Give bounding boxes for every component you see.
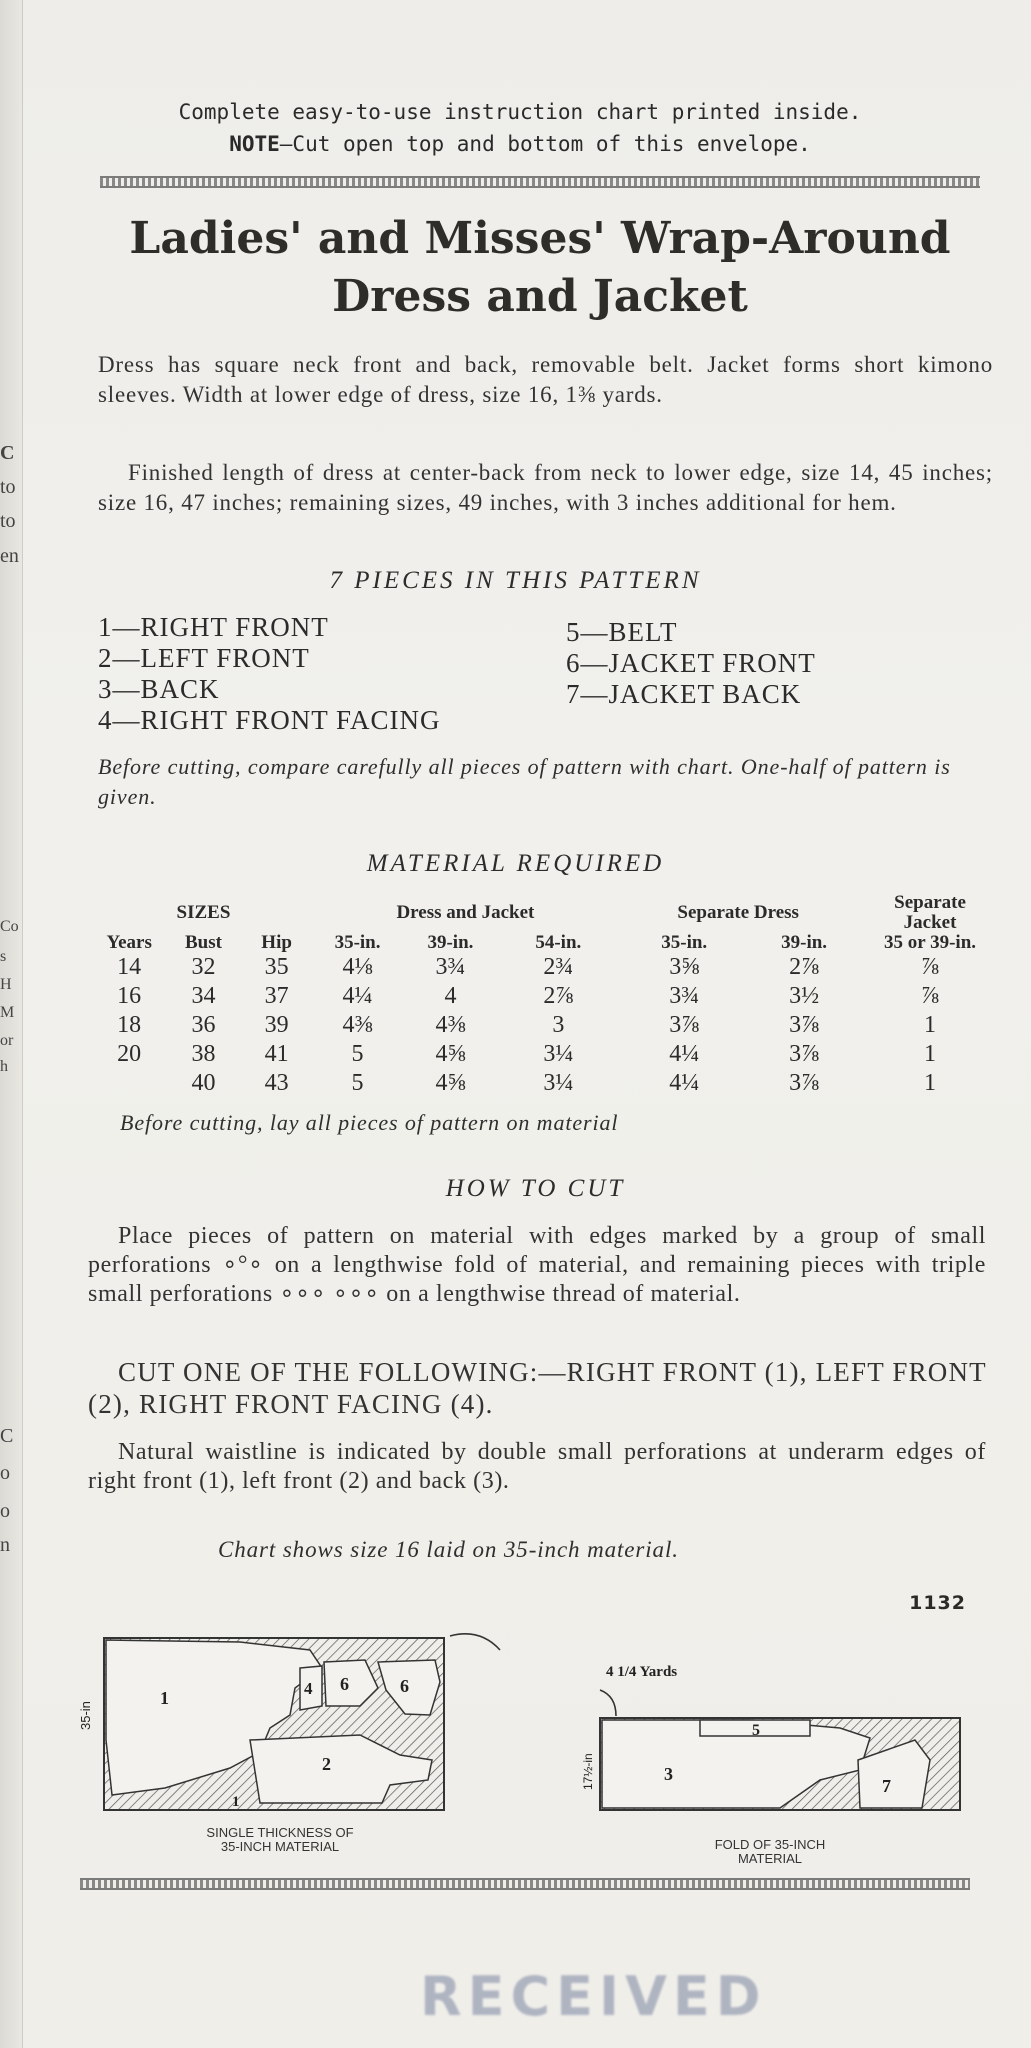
finished-length: Finished length of dress at center-back from neck to lower edge, size 14, 45 inches; size 16, 47 inches; remaining sizes, 49 inches, with 3 inches additional for hem. [98, 460, 993, 515]
description: Dress has square neck front and back, removable belt. Jacket forms short kimono sleeves. Width at lower edge of dress, size 16, 1⅜ yards. [98, 352, 993, 407]
caption-line: SINGLE THICKNESS OF [206, 1825, 354, 1840]
piece-label: 1 [160, 1688, 169, 1708]
caption-line: FOLD OF 35-INCH [714, 1837, 826, 1852]
how-to-cut-paragraph: Place pieces of pattern on material with edges marked by a group of small perforations ∘°∘ on a lengthwise fold of material, and remaining pieces with triple small perforations ∘∘∘ ∘∘∘ on a lengthwise thread of material. [88, 1223, 986, 1307]
table-row [92, 982, 1002, 1011]
fold-caption [690, 1838, 850, 1866]
adjacent-page-strip [0, 0, 23, 2048]
table-cell: 1 [924, 1041, 937, 1067]
width-label-35: 35-in [78, 1701, 93, 1730]
strip-fragment: Co [0, 918, 19, 935]
table-cell: 32 [191, 954, 216, 980]
group-header-dress-jacket: Dress and Jacket [396, 902, 535, 923]
note-bold: NOTE [229, 132, 280, 156]
pieces-list-left [98, 612, 441, 736]
table-cell: 4⅛ [342, 954, 373, 980]
table-cell: 39 [264, 1012, 289, 1038]
table-cell: 3⅞ [789, 1041, 820, 1067]
table-cell: 36 [191, 1012, 216, 1038]
piece-item: 5—BELT [566, 617, 678, 647]
table-cell: 16 [117, 983, 142, 1009]
table-cell: ⅞ [921, 954, 940, 980]
cut-one-paragraph: CUT ONE OF THE FOLLOWING:—RIGHT FRONT (1), LEFT FRONT (2), RIGHT FRONT FACING (4). [88, 1357, 987, 1419]
table-cell: 41 [264, 1041, 289, 1067]
table-cell: 43 [264, 1070, 289, 1096]
strip-fragment: H [0, 976, 12, 993]
table-cell: 2¾ [543, 954, 574, 980]
arrow-left [450, 1634, 500, 1650]
waistline-paragraph: Natural waistline is indicated by double small perforations at underarm edges of right front (1), left front (2) and back (3). [88, 1439, 986, 1494]
table-cell: 4¼ [669, 1041, 700, 1067]
table-body [92, 953, 1002, 1098]
table-cell: 35 [264, 954, 289, 980]
piece-label: 6 [340, 1674, 349, 1694]
piece-label: 1 [232, 1794, 240, 1810]
caption-line: MATERIAL [737, 1851, 803, 1866]
strip-fragment: s [0, 948, 7, 965]
table-cell: 20 [117, 1041, 142, 1067]
how-to-cut-heading: HOW TO CUT [445, 1175, 626, 1202]
piece-item: 6—JACKET FRONT [566, 648, 816, 678]
separate-jacket-line-2: Jacket [903, 912, 957, 933]
piece-item: 2—LEFT FRONT [98, 643, 310, 673]
table-group-header-row [92, 893, 1002, 933]
group-header-separate-dress: Separate Dress [677, 902, 799, 923]
table-cell: 3⅞ [669, 1012, 700, 1038]
table-cell: 3½ [789, 983, 820, 1009]
strip-fragment: h [0, 1058, 8, 1075]
pattern-number: 1132 [909, 1592, 966, 1614]
envelope-note [70, 96, 970, 160]
faded-stamp: RECEIVED [420, 1965, 767, 2028]
table-cell: 3⅞ [789, 1070, 820, 1096]
table-row [92, 1069, 1002, 1098]
column-header: Hip [261, 932, 292, 953]
strip-fragment: C [0, 1425, 14, 1447]
table-cell: 40 [191, 1070, 216, 1096]
table-cell: 1 [924, 1012, 937, 1038]
piece-label: 4 [304, 1679, 313, 1698]
table-cell: 3 [552, 1012, 565, 1038]
bottom-divider [80, 1878, 970, 1890]
single-thickness-caption [200, 1826, 360, 1854]
cutting-layout-diagram [60, 1620, 990, 1880]
title-line-1: Ladies' and Misses' Wrap-Around [129, 213, 951, 264]
note-rest: —Cut open top and bottom of this envelope. [279, 132, 811, 156]
pieces-heading: 7 PIECES IN THIS PATTERN [329, 567, 702, 594]
table-cell: 5 [351, 1041, 364, 1067]
table-cell: 3⅞ [789, 1012, 820, 1038]
table-cell: 3¾ [669, 983, 700, 1009]
material-table [92, 893, 1002, 1098]
column-header: 39-in. [781, 932, 828, 953]
note-line-2 [70, 128, 970, 160]
table-cell: 4 [444, 983, 457, 1009]
chart-note: Chart shows size 16 laid on 35-inch material. [218, 1537, 679, 1562]
yards-label: 4 1/4 Yards [606, 1664, 678, 1680]
column-header: 39-in. [427, 932, 474, 953]
table-cell: 1 [924, 1070, 937, 1096]
table-cell: 4⅜ [435, 1012, 466, 1038]
table-cell: 38 [191, 1041, 216, 1067]
compare-note: Before cutting, compare carefully all pieces of pattern with chart. One-half of pattern is given. [98, 754, 951, 809]
caption-line: 35-INCH MATERIAL [220, 1839, 340, 1854]
piece-item: 7—JACKET BACK [566, 679, 802, 709]
strip-fragment: n [0, 1534, 10, 1556]
table-column-header-row [92, 933, 1002, 953]
lay-note: Before cutting, lay all pieces of pattern on material [120, 1110, 619, 1135]
width-label-17: 17½-in [581, 1753, 595, 1790]
column-header: Bust [185, 932, 222, 953]
table-cell: ⅞ [921, 983, 940, 1009]
piece-label: 2 [322, 1754, 331, 1774]
table-cell: 4⅝ [435, 1041, 466, 1067]
table-cell: 5 [351, 1070, 364, 1096]
column-header: 54-in. [535, 932, 582, 953]
strip-fragment: to [0, 476, 16, 498]
strip-fragment: M [0, 1004, 15, 1021]
table-cell: 37 [264, 983, 289, 1009]
arrow-right [600, 1690, 616, 1716]
table-cell: 3¼ [543, 1070, 574, 1096]
group-header-separate-jacket [858, 893, 1002, 933]
table-cell: 4¼ [342, 983, 373, 1009]
page-title [110, 210, 970, 326]
table-cell: 18 [117, 1012, 142, 1038]
group-header-sizes: SIZES [176, 902, 231, 923]
piece-label: 6 [400, 1676, 409, 1696]
separate-jacket-line-1: Separate [894, 892, 966, 913]
title-line-2: Dress and Jacket [332, 271, 748, 322]
table-cell [92, 1069, 166, 1098]
piece-item: 3—BACK [98, 674, 220, 704]
piece-item: 4—RIGHT FRONT FACING [98, 705, 441, 735]
table-cell: 4⅝ [435, 1070, 466, 1096]
table-cell: 2⅞ [789, 954, 820, 980]
piece-label: 7 [882, 1776, 891, 1796]
top-divider [100, 176, 980, 188]
table-row [92, 1040, 1002, 1069]
strip-fragment: to [0, 510, 16, 532]
strip-fragment: o [0, 1500, 10, 1522]
piece-label: 5 [752, 1722, 760, 1739]
table-cell: 34 [191, 983, 216, 1009]
piece-label: 3 [664, 1764, 673, 1784]
pieces-list-right [566, 617, 816, 710]
table-cell: 4¼ [669, 1070, 700, 1096]
table-cell: 4⅜ [342, 1012, 373, 1038]
piece-item: 1—RIGHT FRONT [98, 612, 329, 642]
note-line-1: Complete easy-to-use instruction chart printed inside. [178, 100, 862, 124]
strip-fragment: C [0, 442, 15, 464]
strip-fragment: or [0, 1032, 14, 1049]
strip-fragment: en [0, 545, 19, 567]
table-row [92, 953, 1002, 982]
column-header: 35-in. [661, 932, 708, 953]
column-header: 35 or 39-in. [884, 932, 977, 953]
strip-fragment: o [0, 1462, 10, 1484]
table-cell: 14 [117, 954, 142, 980]
column-header: Years [106, 932, 152, 953]
table-cell: 3¼ [543, 1041, 574, 1067]
table-row [92, 1011, 1002, 1040]
table-cell: 3¾ [435, 954, 466, 980]
column-header: 35-in. [334, 932, 381, 953]
table-cell: 3⅝ [669, 954, 700, 980]
table-cell: 2⅞ [543, 983, 574, 1009]
material-heading: MATERIAL REQUIRED [366, 850, 665, 877]
